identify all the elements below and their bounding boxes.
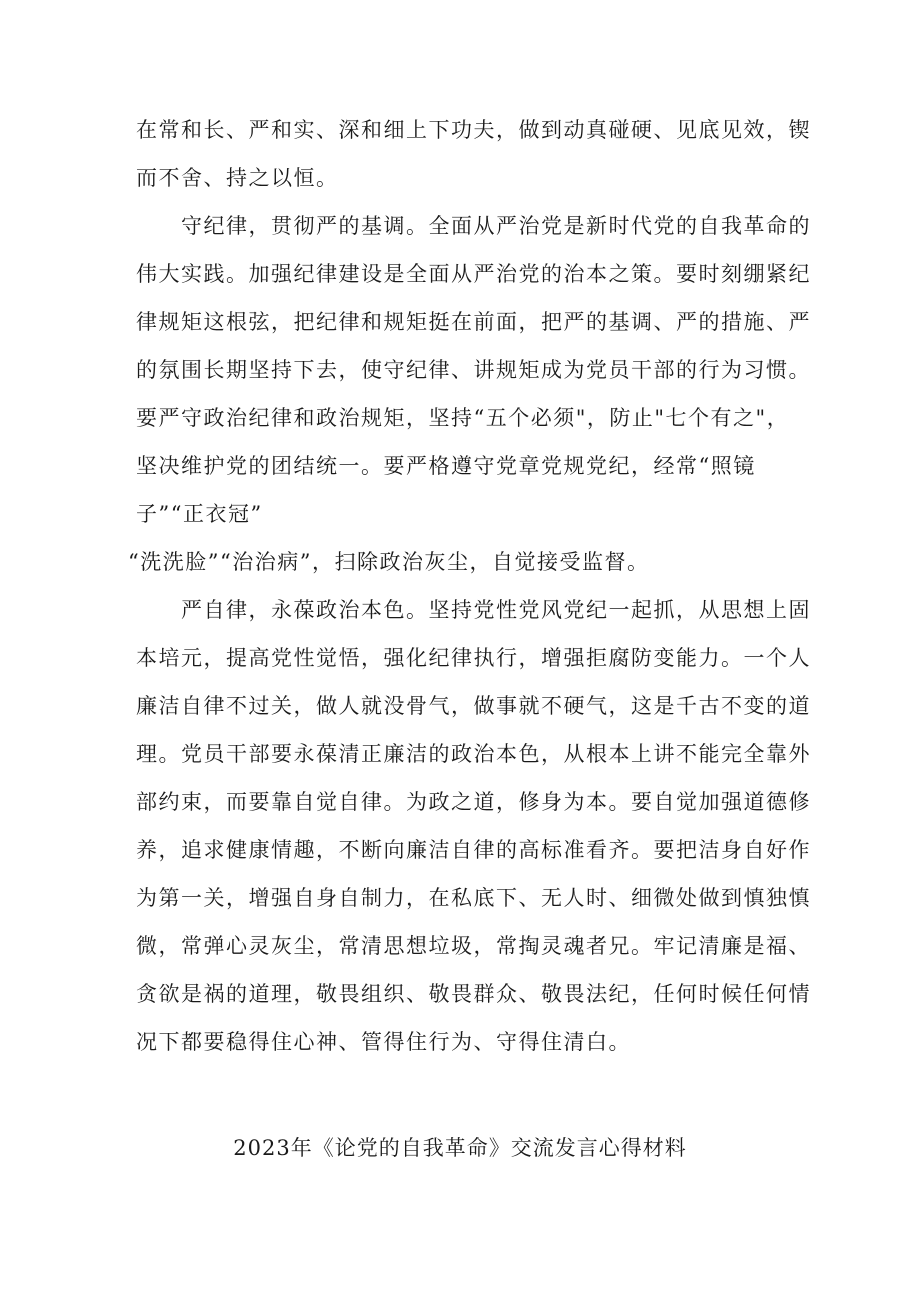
paragraph-2-line-8: “洗洗脸”“治治病”，扫除政治灰尘，自觉接受监督。 bbox=[128, 550, 650, 574]
paragraph-3-line-6: 养，追求健康情趣，不断向廉洁自律的高标准看齐。要把洁身自好作 bbox=[136, 838, 811, 862]
paragraph-1-line-1: 在常和长、严和实、深和细上下功夫，做到动真碰硬、见底见效，锲 bbox=[136, 118, 811, 142]
paragraph-3-line-1: 严自律，永葆政治本色。坚持党性党风党纪一起抓，从思想上固 bbox=[136, 598, 811, 622]
paragraph-2-line-5: 要严守政治纪律和政治规矩，坚持“五个必须"，防止"七个有之"， bbox=[136, 406, 790, 430]
paragraph-3-line-9: 贪欲是祸的道理，敬畏组织、敬畏群众、敬畏法纪，任何时候任何情 bbox=[136, 982, 811, 1006]
paragraph-3-line-2: 本培元，提高党性觉悟，强化纪律执行，增强拒腐防变能力。一个人 bbox=[136, 646, 811, 670]
paragraph-2-line-7: 子”“正衣冠” bbox=[136, 502, 263, 526]
paragraph-1-line-2: 而不舍、持之以恒。 bbox=[136, 166, 339, 190]
paragraph-2-line-3: 律规矩这根弦，把纪律和规矩挺在前面，把严的基调、严的措施、严 bbox=[136, 310, 811, 334]
paragraph-3-line-4: 理。党员干部要永葆清正廉洁的政治本色，从根本上讲不能完全靠外 bbox=[136, 742, 811, 766]
paragraph-2-line-1: 守纪律，贯彻严的基调。全面从严治党是新时代党的自我革命的 bbox=[136, 214, 811, 238]
paragraph-3-line-3: 廉洁自律不过关，做人就没骨气，做事就不硬气，这是千古不变的道 bbox=[136, 694, 811, 718]
paragraph-2-line-4: 的氛围长期坚持下去，使守纪律、讲规矩成为党员干部的行为习惯。 bbox=[136, 358, 811, 382]
document-title: 2023年《论党的自我革命》交流发言心得材料 bbox=[233, 1136, 687, 1160]
paragraph-2-line-6: 坚决维护党的团结统一。要严格遵守党章党规党纪，经常“照镜 bbox=[136, 454, 756, 478]
paragraph-2-line-2: 伟大实践。加强纪律建设是全面从严治党的治本之策。要时刻绷紧纪 bbox=[136, 262, 811, 286]
paragraph-3-line-7: 为第一关，增强自身自制力，在私底下、无人时、细微处做到慎独慎 bbox=[136, 886, 811, 910]
paragraph-3-line-10: 况下都要稳得住心神、管得住行为、守得住清白。 bbox=[136, 1030, 631, 1054]
paragraph-3-line-8: 微，常弹心灵灰尘，常清思想垃圾，常掏灵魂者兄。牢记清廉是福、 bbox=[136, 934, 811, 958]
paragraph-3-line-5: 部约束，而要靠自觉自律。为政之道，修身为本。要自觉加强道德修 bbox=[136, 790, 811, 814]
